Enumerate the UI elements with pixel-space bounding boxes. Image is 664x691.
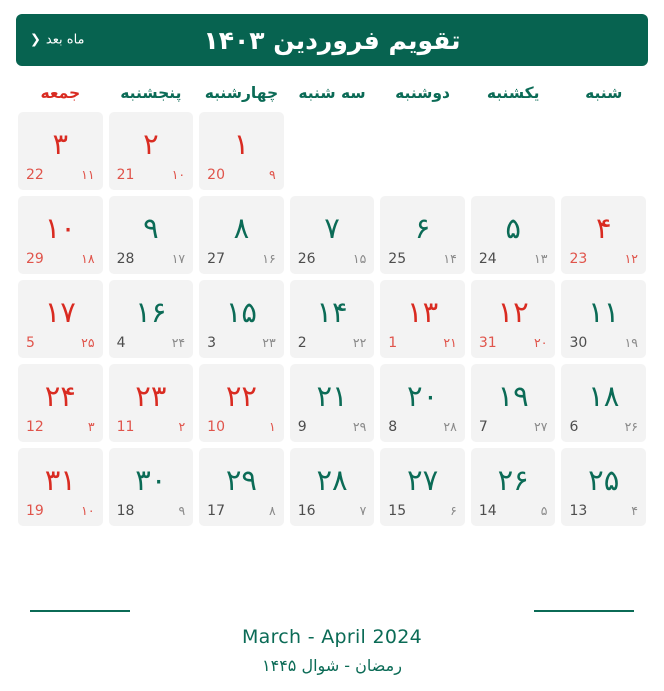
weekday-label: پنجشنبه — [120, 84, 182, 102]
hijri-day-number: ۵ — [540, 503, 548, 518]
day-cell[interactable] — [109, 280, 194, 358]
gregorian-day-number: 1 — [388, 335, 398, 351]
jalali-day-number: ۱۱ — [588, 294, 620, 329]
day-sub-numbers — [117, 251, 186, 267]
day-sub-numbers — [26, 251, 95, 267]
gregorian-day-number: 16 — [297, 503, 316, 519]
jalali-day-number: ۸ — [233, 210, 250, 245]
hijri-day-number: ۹ — [269, 167, 276, 182]
day-sub-numbers — [207, 167, 276, 183]
day-sub-numbers — [26, 503, 95, 519]
gregorian-day-number: 30 — [569, 335, 588, 351]
day-cell[interactable] — [290, 280, 375, 358]
day-cell[interactable] — [561, 280, 646, 358]
gregorian-day-number: 8 — [388, 419, 398, 435]
hijri-day-number: ۲۴ — [171, 335, 186, 350]
day-sub-numbers — [26, 335, 95, 351]
day-sub-numbers — [298, 419, 367, 435]
hijri-day-number: ۲۸ — [443, 419, 457, 434]
hijri-day-number: ۱۱ — [81, 167, 95, 182]
jalali-day-number: ۳ — [52, 126, 69, 161]
weekday-label: دوشنبه — [395, 84, 451, 102]
hijri-day-number: ۱۹ — [624, 335, 638, 350]
hijri-day-number: ۲۹ — [352, 419, 367, 434]
hijri-day-number: ۷ — [359, 503, 367, 518]
hijri-day-number: ۲۲ — [352, 335, 367, 350]
gregorian-day-number: 12 — [26, 419, 44, 435]
next-month-label: ماه بعد — [45, 32, 85, 48]
day-sub-numbers — [117, 335, 186, 351]
footer-divider — [30, 610, 634, 612]
day-cell[interactable] — [471, 196, 556, 274]
day-cell[interactable] — [109, 448, 194, 526]
gregorian-range-label: March - April 2024 — [241, 626, 423, 648]
gregorian-day-number: 5 — [26, 335, 35, 351]
day-cell[interactable] — [18, 448, 103, 526]
jalali-day-number: ۲ — [143, 126, 159, 161]
day-sub-numbers — [117, 167, 186, 183]
jalali-day-number: ۱۰ — [44, 210, 76, 245]
day-cell[interactable] — [290, 364, 375, 442]
jalali-day-number: ۲۶ — [497, 462, 529, 497]
day-cell[interactable] — [109, 364, 194, 442]
day-cell[interactable] — [471, 364, 556, 442]
calendar-header — [16, 14, 648, 66]
gregorian-day-number: 11 — [116, 419, 135, 435]
weekday-label: جمعه — [40, 84, 81, 102]
day-cell[interactable] — [561, 364, 646, 442]
day-cell[interactable] — [199, 112, 284, 190]
gregorian-day-number: 29 — [26, 251, 44, 267]
day-sub-numbers — [388, 251, 457, 267]
day-sub-numbers — [569, 335, 638, 351]
weekday-header-row — [12, 84, 652, 108]
page-title: تقویم فروردین ۱۴۰۳ — [203, 25, 461, 55]
day-sub-numbers — [117, 503, 186, 519]
day-cell[interactable] — [199, 196, 284, 274]
jalali-day-number: ۱۸ — [588, 378, 620, 413]
hijri-day-number: ۱۳ — [534, 251, 548, 266]
jalali-day-number: ۱۹ — [497, 378, 529, 413]
divider-right — [534, 610, 634, 612]
day-sub-numbers — [207, 251, 276, 267]
gregorian-day-number: 2 — [297, 335, 307, 351]
gregorian-day-number: 6 — [569, 419, 579, 435]
gregorian-day-number: 18 — [116, 503, 135, 519]
day-cell[interactable] — [471, 280, 556, 358]
jalali-day-number: ۳۱ — [44, 462, 76, 497]
chevron-left-icon: ❮ — [30, 32, 41, 48]
jalali-day-number: ۲۰ — [407, 378, 439, 413]
jalali-day-number: ۲۸ — [316, 462, 348, 497]
gregorian-day-number: 17 — [207, 503, 225, 519]
calendar-footer — [12, 610, 652, 691]
gregorian-day-number: 10 — [207, 419, 225, 435]
jalali-day-number: ۱۵ — [225, 294, 258, 329]
day-cell[interactable] — [199, 448, 284, 526]
gregorian-day-number: 27 — [207, 251, 225, 267]
day-sub-numbers — [388, 419, 457, 435]
day-sub-numbers — [298, 503, 367, 519]
day-cell[interactable] — [380, 280, 465, 358]
gregorian-day-number: 15 — [388, 503, 407, 519]
weekday-label: یکشنبه — [486, 84, 540, 102]
hijri-day-number: ۱۸ — [81, 251, 95, 266]
day-cell[interactable] — [380, 364, 465, 442]
hijri-day-number: ۲۷ — [534, 419, 548, 434]
hijri-day-number: ۸ — [269, 503, 276, 518]
day-cell[interactable] — [109, 196, 194, 274]
day-cell-empty — [380, 112, 465, 190]
hijri-day-number: ۳ — [87, 419, 95, 434]
jalali-day-number: ۱۷ — [44, 294, 76, 329]
hijri-day-number: ۱۲ — [624, 251, 638, 266]
gregorian-day-number: 3 — [207, 335, 217, 351]
day-cell-empty — [471, 112, 556, 190]
jalali-day-number: ۱۲ — [497, 294, 529, 329]
gregorian-day-number: 20 — [207, 167, 225, 183]
jalali-day-number: ۲۱ — [316, 378, 348, 413]
day-sub-numbers — [479, 419, 548, 435]
day-cell[interactable] — [561, 448, 646, 526]
hijri-day-number: ۲۶ — [624, 419, 638, 434]
gregorian-day-number: 22 — [26, 167, 44, 183]
hijri-day-number: ۹ — [178, 503, 186, 518]
day-cell[interactable] — [18, 280, 103, 358]
hijri-day-number: ۲۵ — [81, 335, 95, 350]
day-cell[interactable] — [471, 448, 556, 526]
day-cell[interactable] — [290, 448, 375, 526]
gregorian-day-number: 28 — [116, 251, 135, 267]
day-cell[interactable] — [199, 280, 284, 358]
day-cell[interactable] — [18, 196, 103, 274]
day-sub-numbers — [569, 419, 638, 435]
hijri-day-number: ۱۷ — [171, 251, 186, 266]
gregorian-day-number: 26 — [297, 251, 316, 267]
day-cell-empty — [290, 112, 375, 190]
hijri-day-number: ۴ — [631, 503, 638, 518]
jalali-day-number: ۵ — [505, 210, 521, 245]
day-sub-numbers — [479, 335, 548, 351]
gregorian-day-number: 7 — [478, 419, 488, 435]
gregorian-day-number: 24 — [478, 251, 497, 267]
day-sub-numbers — [26, 167, 95, 183]
day-sub-numbers — [117, 419, 186, 435]
hijri-day-number: ۱۰ — [171, 167, 186, 182]
hijri-day-number: ۱ — [269, 419, 276, 434]
jalali-day-number: ۱۴ — [316, 294, 348, 329]
gregorian-day-number: 9 — [297, 419, 307, 435]
hijri-day-number: ۱۶ — [262, 251, 276, 266]
jalali-day-number: ۲۹ — [225, 462, 258, 497]
gregorian-day-number: 14 — [478, 503, 497, 519]
gregorian-day-number: 25 — [388, 251, 407, 267]
gregorian-day-number: 23 — [569, 251, 588, 267]
jalali-day-number: ۳۰ — [135, 462, 167, 497]
jalali-day-number: ۱۶ — [135, 294, 167, 329]
jalali-day-number: ۲۷ — [407, 462, 439, 497]
day-sub-numbers — [298, 335, 367, 351]
weekday-label: شنبه — [585, 84, 623, 102]
day-sub-numbers — [388, 335, 457, 351]
day-cell[interactable] — [380, 196, 465, 274]
day-sub-numbers — [207, 503, 276, 519]
weekday-label: سه شنبه — [298, 84, 366, 102]
jalali-day-number: ۹ — [143, 210, 159, 245]
divider-left — [30, 610, 130, 612]
day-sub-numbers — [388, 503, 457, 519]
jalali-day-number: ۶ — [414, 210, 431, 245]
day-sub-numbers — [479, 503, 548, 519]
jalali-day-number: ۲۳ — [135, 378, 167, 413]
hijri-day-number: ۶ — [450, 503, 457, 518]
day-sub-numbers — [298, 251, 367, 267]
day-sub-numbers — [569, 251, 638, 267]
jalali-day-number: ۴ — [595, 210, 612, 245]
next-month-button[interactable] — [30, 33, 85, 48]
weekday-label: چهارشنبه — [204, 84, 279, 102]
day-grid — [12, 112, 652, 526]
day-cell[interactable] — [199, 364, 284, 442]
gregorian-day-number: 13 — [569, 503, 588, 519]
gregorian-day-number: 4 — [116, 335, 126, 351]
hijri-day-number: ۱۰ — [81, 503, 95, 518]
hijri-day-number: ۲۳ — [262, 335, 276, 350]
hijri-day-number: ۲۰ — [534, 335, 548, 350]
jalali-day-number: ۲۲ — [225, 378, 258, 413]
hijri-day-number: ۲ — [178, 419, 186, 434]
hijri-day-number: ۱۴ — [443, 251, 457, 266]
day-cell-empty — [561, 112, 646, 190]
gregorian-day-number: 31 — [478, 335, 497, 351]
day-sub-numbers — [207, 335, 276, 351]
day-sub-numbers — [479, 251, 548, 267]
day-cell[interactable] — [18, 364, 103, 442]
jalali-day-number: ۱ — [233, 126, 250, 161]
jalali-day-number: ۷ — [324, 210, 340, 245]
gregorian-day-number: 19 — [26, 503, 44, 519]
day-sub-numbers — [26, 419, 95, 435]
day-sub-numbers — [569, 503, 638, 519]
jalali-day-number: ۲۵ — [588, 462, 620, 497]
hijri-day-number: ۱۵ — [352, 251, 367, 266]
jalali-day-number: ۱۳ — [407, 294, 439, 329]
day-cell[interactable] — [380, 448, 465, 526]
day-cell[interactable] — [109, 112, 194, 190]
gregorian-day-number: 21 — [116, 167, 135, 183]
hijri-range-label: رمضان - شوال ۱۴۴۵ — [262, 656, 402, 675]
jalali-day-number: ۲۴ — [44, 378, 76, 413]
hijri-day-number: ۲۱ — [443, 335, 457, 350]
day-cell[interactable] — [561, 196, 646, 274]
day-cell[interactable] — [290, 196, 375, 274]
day-cell[interactable] — [18, 112, 103, 190]
day-sub-numbers — [207, 419, 276, 435]
